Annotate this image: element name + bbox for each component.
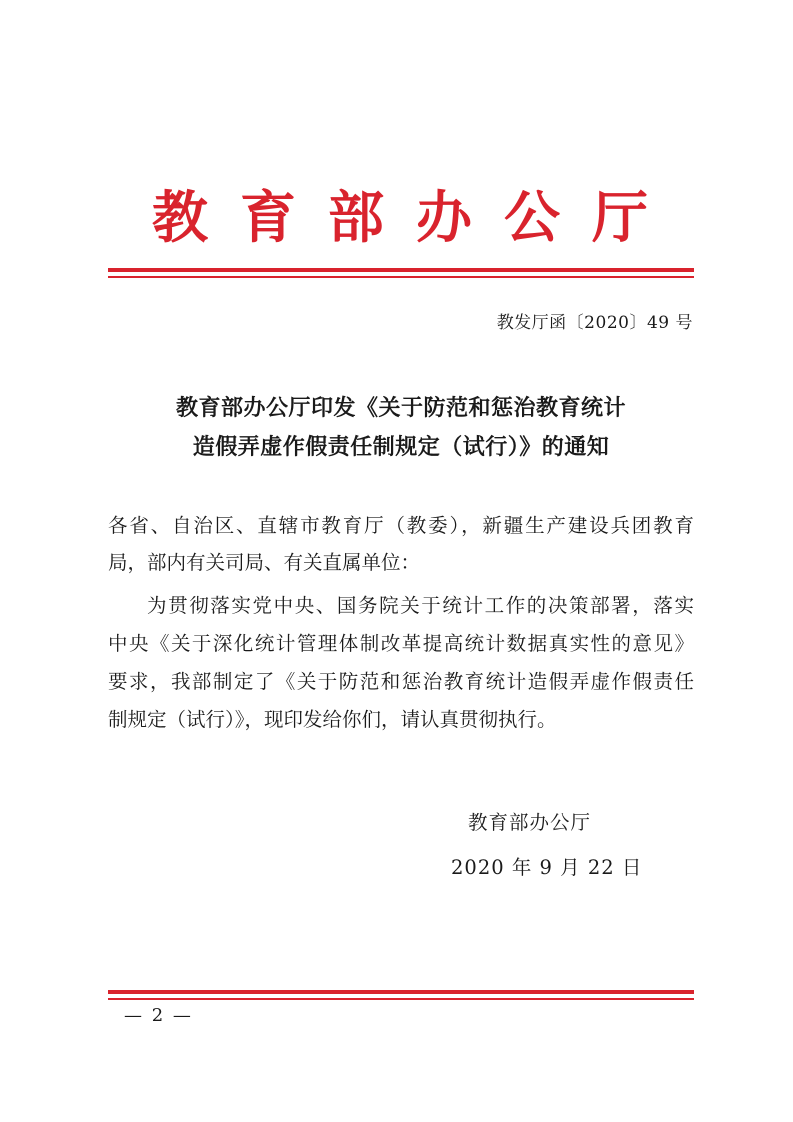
document-title-line-2: 造假弄虚作假责任制规定（试行）》的通知 xyxy=(192,435,610,460)
issuer-char: 育 xyxy=(240,185,296,251)
addressee-line-2: 局，部内有关司局、有关直属单位： xyxy=(108,551,421,574)
issuer-char: 教 xyxy=(152,185,208,251)
issuer-char: 公 xyxy=(504,185,560,251)
addressee-line-1: 各省、自治区、直辖市教育厅（教委），新疆生产建设兵团教育 xyxy=(108,514,694,537)
header-rule-thin xyxy=(108,276,694,278)
issuer-char: 厅 xyxy=(592,185,648,251)
body-paragraph-line-1: 为贯彻落实党中央、国务院关于统计工作的决策部署，落实 xyxy=(147,594,694,617)
body-paragraph-line-4: 制规定（试行）》，现印发给你们，请认真贯彻执行。 xyxy=(108,708,557,731)
signature-organization: 教育部办公厅 xyxy=(468,811,592,834)
issuer-char: 部 xyxy=(328,185,384,251)
page-number: — 2 — xyxy=(124,1005,193,1026)
issuer-char: 办 xyxy=(416,185,472,251)
header-rule-thick xyxy=(108,268,694,272)
issuer-header xyxy=(150,178,650,258)
footer-rule-thin xyxy=(108,998,694,1000)
footer-rule-thick xyxy=(108,990,694,994)
body-paragraph-line-3: 要求，我部制定了《关于防范和惩治教育统计造假弄虚作假责任 xyxy=(108,670,694,693)
document-title-line-1: 教育部办公厅印发《关于防范和惩治教育统计 xyxy=(175,396,626,421)
signature-date: 2020 年 9 月 22 日 xyxy=(451,856,643,879)
body-paragraph-line-2: 中央《关于深化统计管理体制改革提高统计数据真实性的意见》 xyxy=(108,632,694,655)
document-number: 教发厅函〔2020〕49 号 xyxy=(496,313,693,333)
